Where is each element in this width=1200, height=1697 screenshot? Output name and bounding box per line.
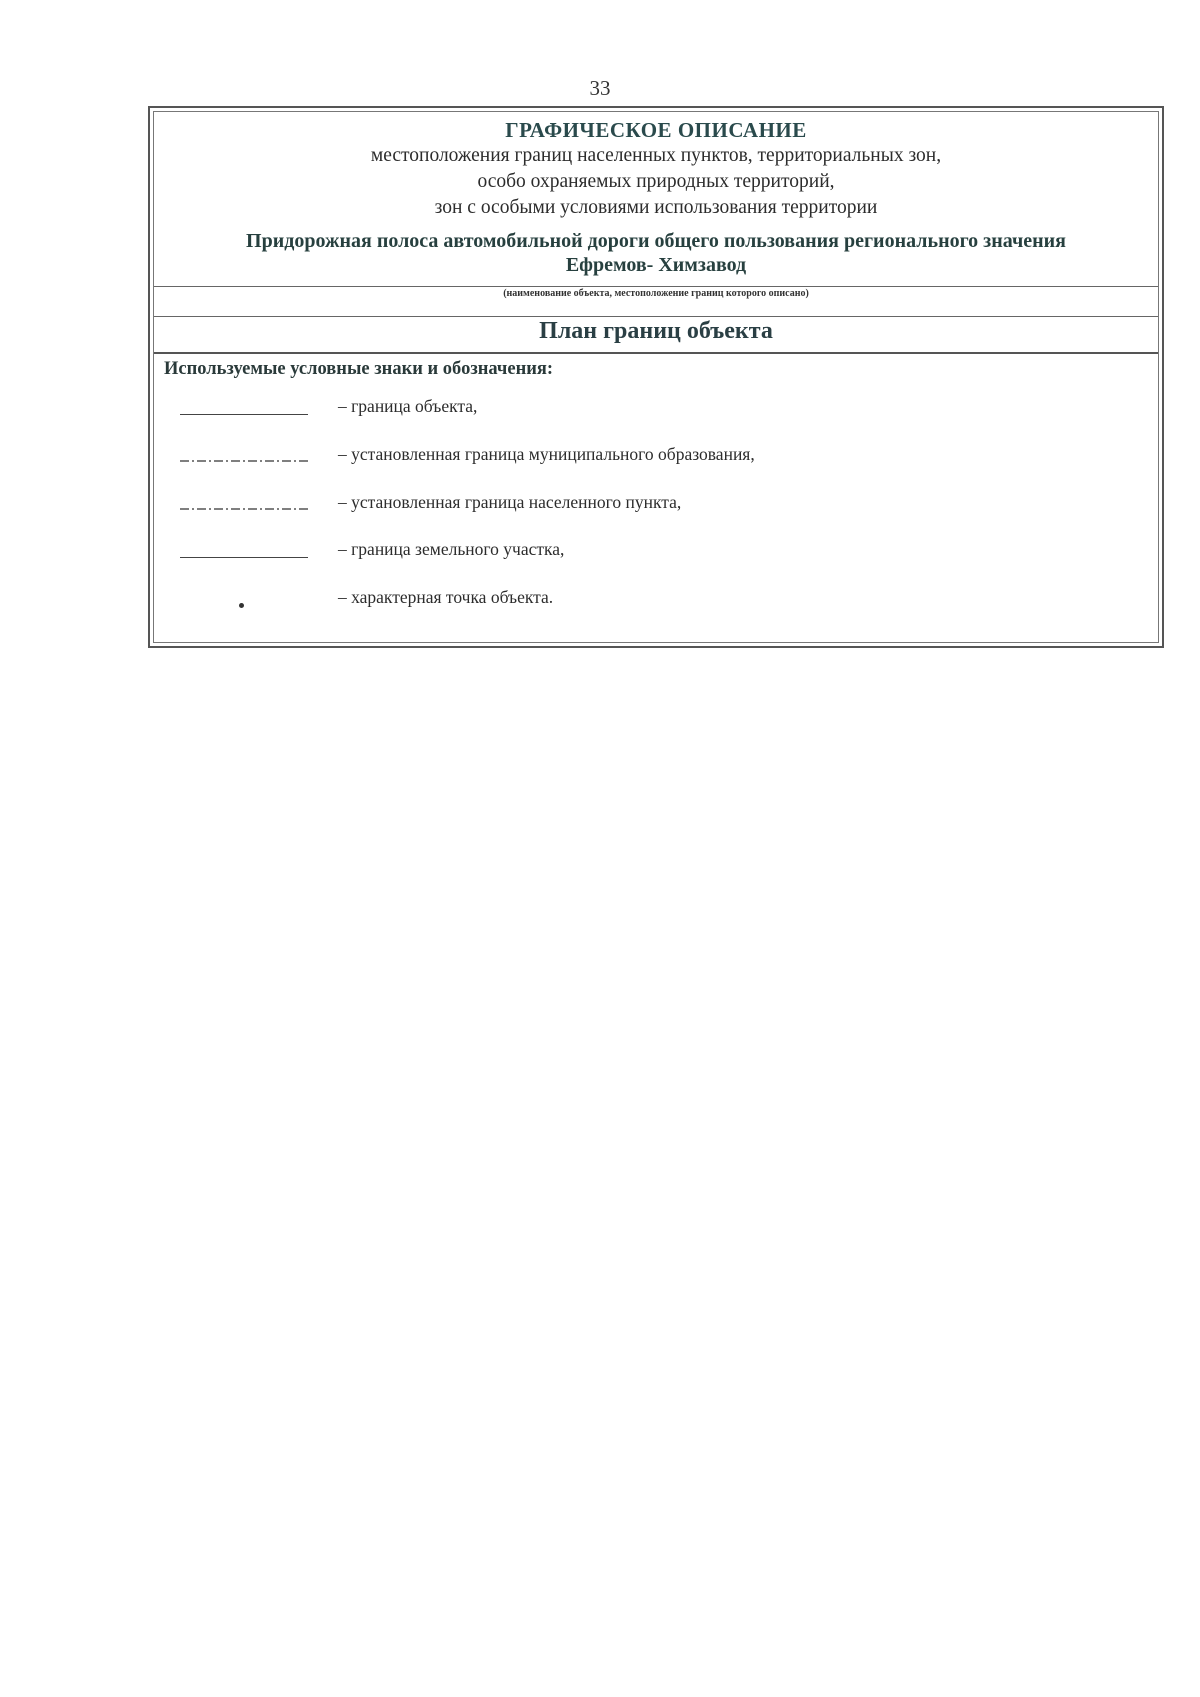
divider-rule [154,316,1158,317]
document-frame [148,106,1164,648]
dash-dot-line-symbol [180,459,308,463]
legend-item-text: – граница земельного участка, [338,539,565,559]
legend-item-text: – характерная точка объекта. [338,587,554,607]
subtitle-line-3: зон с особыми условиями использования территории [434,197,878,218]
legend-item-land-plot-boundary [154,537,1158,567]
header-block [154,112,1158,284]
legend-item-text: – установленная граница муниципального образования, [338,444,755,464]
subtitle-line-2: особо охраняемых природных территорий, [477,171,835,192]
divider-rule [154,352,1158,354]
legend-item-text: – установленная граница населенного пункта, [338,492,682,512]
plan-title: План границ объекта [539,318,773,344]
point-symbol-icon [239,603,244,608]
dash-dot-line-symbol [180,507,308,511]
subtitle-line-1: местоположения границ населенных пунктов, территориальных зон, [370,145,942,166]
object-name-line-2: Ефремов- Химзавод [565,254,747,276]
legend-item-characteristic-point [154,585,1158,615]
legend-item-object-boundary [154,394,1158,424]
document-frame-inner [153,111,1159,643]
document-title: ГРАФИЧЕСКОЕ ОПИСАНИЕ [505,118,807,142]
object-name-line-1: Придорожная полоса автомобильной дороги общего пользования регионального значения [246,230,1066,252]
legend-item-municipal-boundary [154,442,1158,472]
legend-heading: Используемые условные знаки и обозначения: [164,359,554,379]
solid-line-symbol [180,414,308,419]
legend-item-settlement-boundary [154,490,1158,520]
object-caption: (наименование объекта, местоположение границ которого описано) [503,288,809,299]
legend-item-text: – граница объекта, [338,396,478,416]
page-number: 33 [589,76,611,100]
object-name [154,229,1158,277]
solid-line-symbol [180,557,308,562]
divider-rule [154,286,1158,287]
